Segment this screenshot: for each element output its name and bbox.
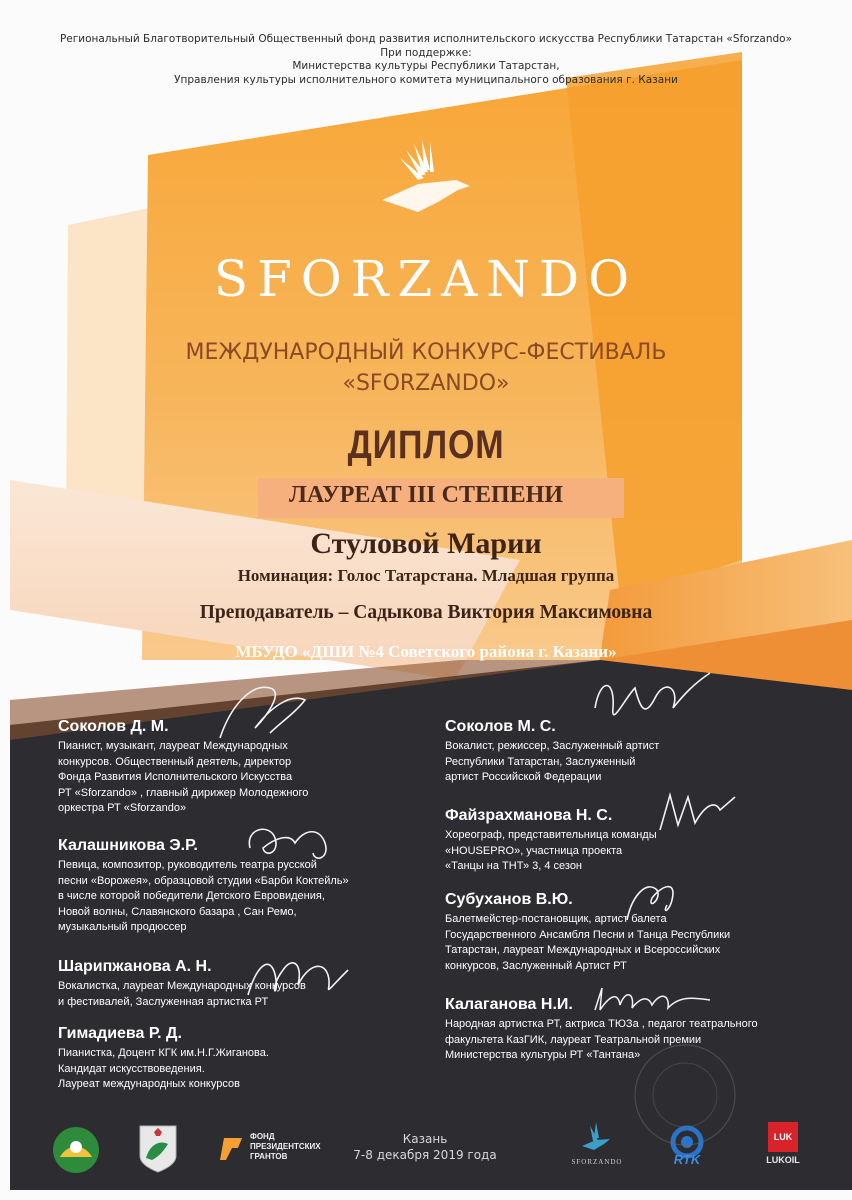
jury-bio-line: конкурсов, Заслуженный Артист РТ bbox=[445, 959, 627, 972]
signature-sokolov-ms bbox=[585, 668, 715, 738]
jury-bio-line: в числе которой победители Детского Евровидения, bbox=[58, 890, 325, 902]
grants-fund-icon bbox=[218, 1134, 246, 1164]
grants-fund-line: ГРАНТОВ bbox=[250, 1152, 288, 1161]
jury-name: Калашникова Э.Р. bbox=[58, 837, 198, 854]
jury-bio-line: факультета КазГИК, лауреат Театральной премии bbox=[445, 1033, 702, 1046]
header-line: Министерства культуры Республики Татарстан, bbox=[292, 60, 560, 72]
jury-bio-line: Хореограф, представительница команды bbox=[445, 829, 657, 841]
jury-bio-line: оркестра РТ «Sforzando» bbox=[58, 802, 187, 814]
recipient-name: Стуловой Марии bbox=[310, 527, 542, 560]
laureate-degree: ЛАУРЕАТ III СТЕПЕНИ bbox=[289, 482, 563, 508]
jury-bio-line: песни «Ворожея», образцовой студии «Барби Коктейль» bbox=[58, 874, 349, 887]
round-stamp bbox=[630, 1040, 740, 1150]
signature-fayzrakhmanova bbox=[650, 785, 740, 840]
sforzando-logo bbox=[565, 1120, 629, 1172]
brand-title: SFORZANDO bbox=[213, 250, 639, 308]
lukoil-logo bbox=[758, 1122, 808, 1174]
presidential-grants-fund-logo bbox=[218, 1132, 338, 1168]
header-line: Региональный Благотворительный Общественный фонд развития исполнительского искусства Республики Татарстан «Sforzando» bbox=[59, 33, 793, 45]
jury-name: Соколов Д. М. bbox=[58, 718, 169, 735]
jury-bio-line: Балетмейстер-постановщик, артист балета bbox=[445, 913, 667, 925]
jury-bio-line: «HOUSEPRO», участница проекта bbox=[445, 844, 623, 857]
festival-title-line2: «SFORZANDO» bbox=[342, 371, 510, 396]
tatarstan-emblem-icon bbox=[50, 1125, 102, 1175]
jury-name: Соколов М. С. bbox=[445, 718, 556, 735]
jury-bio-line: Народная артистка РТ, актриса ТЮЗа , педагог театрального bbox=[445, 1018, 758, 1030]
jury-name: Шарипжанова А. Н. bbox=[58, 958, 212, 975]
jury-name: Субуханов В.Ю. bbox=[445, 891, 573, 908]
sforzando-logo-text: SFORZANDO bbox=[571, 1158, 623, 1166]
jury-bio-line: РТ «Sforzando» , главный дирижер Молодежного bbox=[58, 786, 309, 799]
jury-member bbox=[445, 807, 805, 875]
teacher: Преподаватель – Садыкова Виктория Максимовна bbox=[199, 602, 653, 623]
organizer-header bbox=[30, 33, 822, 87]
jury-member bbox=[58, 1025, 388, 1093]
jury-name: Гимадиева Р. Д. bbox=[58, 1025, 182, 1042]
jury-name: Калаганова Н.И. bbox=[445, 996, 573, 1013]
jury-bio-line: артист Российской Федерации bbox=[445, 771, 602, 783]
signature-subukhanov bbox=[612, 870, 692, 930]
header-line: При поддержке: bbox=[380, 46, 472, 59]
jury-bio-line: Певица, композитор, руководитель театра русской bbox=[58, 859, 317, 871]
festival-title-line1: МЕЖДУНАРОДНЫЙ КОНКУРС-ФЕСТИВАЛЬ bbox=[185, 340, 667, 365]
nomination: Номинация: Голос Татарстана. Младшая группа bbox=[237, 566, 615, 585]
jury-bio-line: музыкальный продюссер bbox=[58, 921, 187, 933]
rtk-logo-text: RTK bbox=[673, 1152, 701, 1167]
jury-bio-line: Пианист, музыкант, лауреат Международных bbox=[58, 740, 288, 752]
jury-bio-line: Татарстан, лауреат Международных и Всероссийских bbox=[445, 944, 721, 956]
signature-kalashnikova bbox=[235, 818, 345, 878]
header-line: Управления культуры исполнительного комитета муниципального образования г. Казани bbox=[174, 73, 678, 86]
jury-bio-line: Кандидат искусствоведения. bbox=[58, 1062, 205, 1075]
kazan-coat-of-arms-icon bbox=[138, 1124, 178, 1174]
bird-logo-icon bbox=[378, 130, 476, 222]
jury-bio-line: Республики Татарстан, Заслуженный bbox=[445, 755, 636, 768]
event-date: 7-8 декабря 2019 года bbox=[353, 1148, 497, 1162]
jury-bio-line: Вокалист, режиссер, Заслуженный артист bbox=[445, 740, 660, 752]
diploma-heading: ДИПЛОМ bbox=[347, 423, 505, 467]
jury-bio-line: Министерства культуры РТ «Тантана» bbox=[445, 1049, 641, 1061]
grants-fund-line: ФОНД bbox=[250, 1132, 275, 1141]
jury-bio-line: Новой волны, Славянского базара , Сан Ремо, bbox=[58, 905, 297, 918]
jury-bio-line: конкурсов. Общественный деятель, директор bbox=[58, 755, 292, 768]
lukoil-emblem: LUK bbox=[768, 1122, 798, 1152]
festival-title bbox=[0, 337, 852, 399]
jury-bio-line: Фонда Развития Исполнительского Искусства bbox=[58, 771, 293, 783]
signature-sokolov-dm bbox=[210, 678, 330, 748]
signature-sharipzhanova bbox=[238, 940, 358, 1020]
jury-bio-line: Пианистка, Доцент КГК им.Н.Г.Жиганова. bbox=[58, 1047, 269, 1059]
jury-bio-line: Государственного Ансамбля Песни и Танца Республики bbox=[445, 928, 731, 941]
jury-bio-line: и фестивалей, Заслуженная артистка РТ bbox=[58, 995, 269, 1008]
event-city: Казань bbox=[402, 1132, 448, 1146]
jury-bio-line: Лауреат международных конкурсов bbox=[58, 1078, 240, 1090]
signature-kalaganova bbox=[590, 980, 720, 1020]
jury-name: Файзрахманова Н. С. bbox=[445, 807, 613, 824]
jury-bio-line: Вокалистка, лауреат Международных конкурсов bbox=[58, 980, 306, 992]
event-place-date bbox=[330, 1131, 520, 1163]
sforzando-bird-icon bbox=[580, 1120, 614, 1154]
lukoil-logo-text: LUKOIL bbox=[766, 1155, 800, 1165]
grants-fund-line: ПРЕЗИДЕНТСКИХ bbox=[250, 1142, 321, 1151]
jury-bio-line: «Танцы на ТНТ» 3, 4 сезон bbox=[445, 860, 583, 872]
school: МБУДО «ДШИ №4 Советского района г. Казани» bbox=[235, 642, 617, 661]
